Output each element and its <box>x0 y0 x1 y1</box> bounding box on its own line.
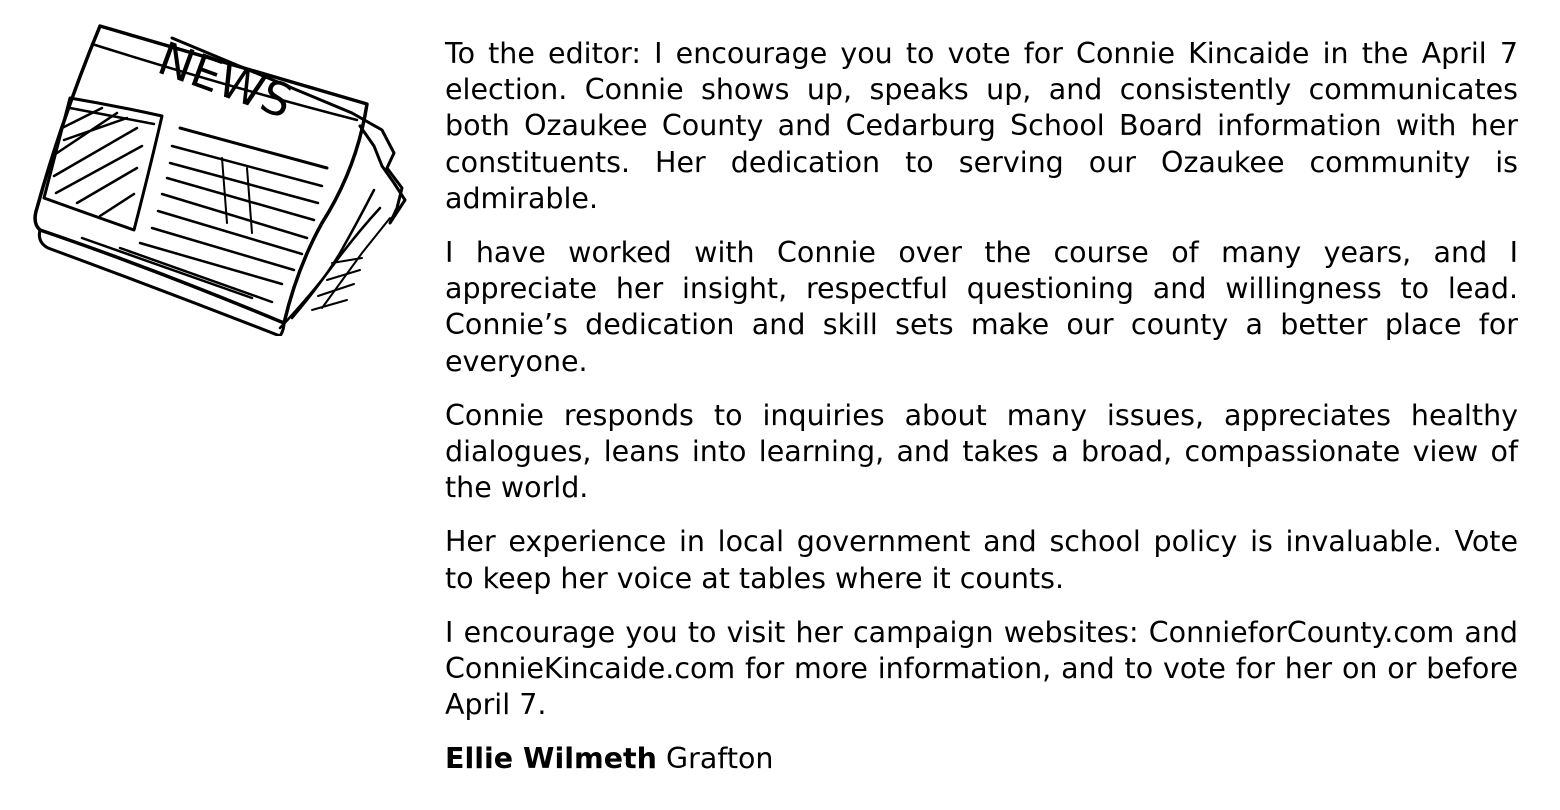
signature <box>445 741 1518 777</box>
letter-paragraph: I encourage you to visit her campaign websites: ConnieforCounty.com and ConnieKincaide.com for more information, and to vote for her on or before April 7. <box>445 615 1518 722</box>
newspaper-icon <box>22 18 412 336</box>
letter-body <box>445 36 1518 796</box>
masthead-text: NEWS <box>151 31 300 130</box>
letter-paragraph: Connie responds to inquiries about many issues, appreciates healthy dialogues, leans into learning, and takes a broad, compassionate view of the world. <box>445 398 1518 505</box>
letter-paragraph: To the editor: I encourage you to vote for Connie Kincaide in the April 7 election. Connie shows up, speaks up, and consistently communicates both Ozaukee County and Cedarburg School Board information with her constituents. Her dedication to serving our Ozaukee community is admirable. <box>445 37 1518 215</box>
letter-paragraph: Her experience in local government and school policy is invaluable. Vote to keep her voice at tables where it counts. <box>445 525 1518 595</box>
signature-name: Ellie Wilmeth <box>445 742 657 776</box>
letter-paragraph: I have worked with Connie over the course of many years, and I appreciate her insight, respectful questioning and willingness to lead. Connie’s dedication and skill sets make our county a better place for everyone. <box>445 236 1518 378</box>
signature-location: Grafton <box>666 742 774 776</box>
